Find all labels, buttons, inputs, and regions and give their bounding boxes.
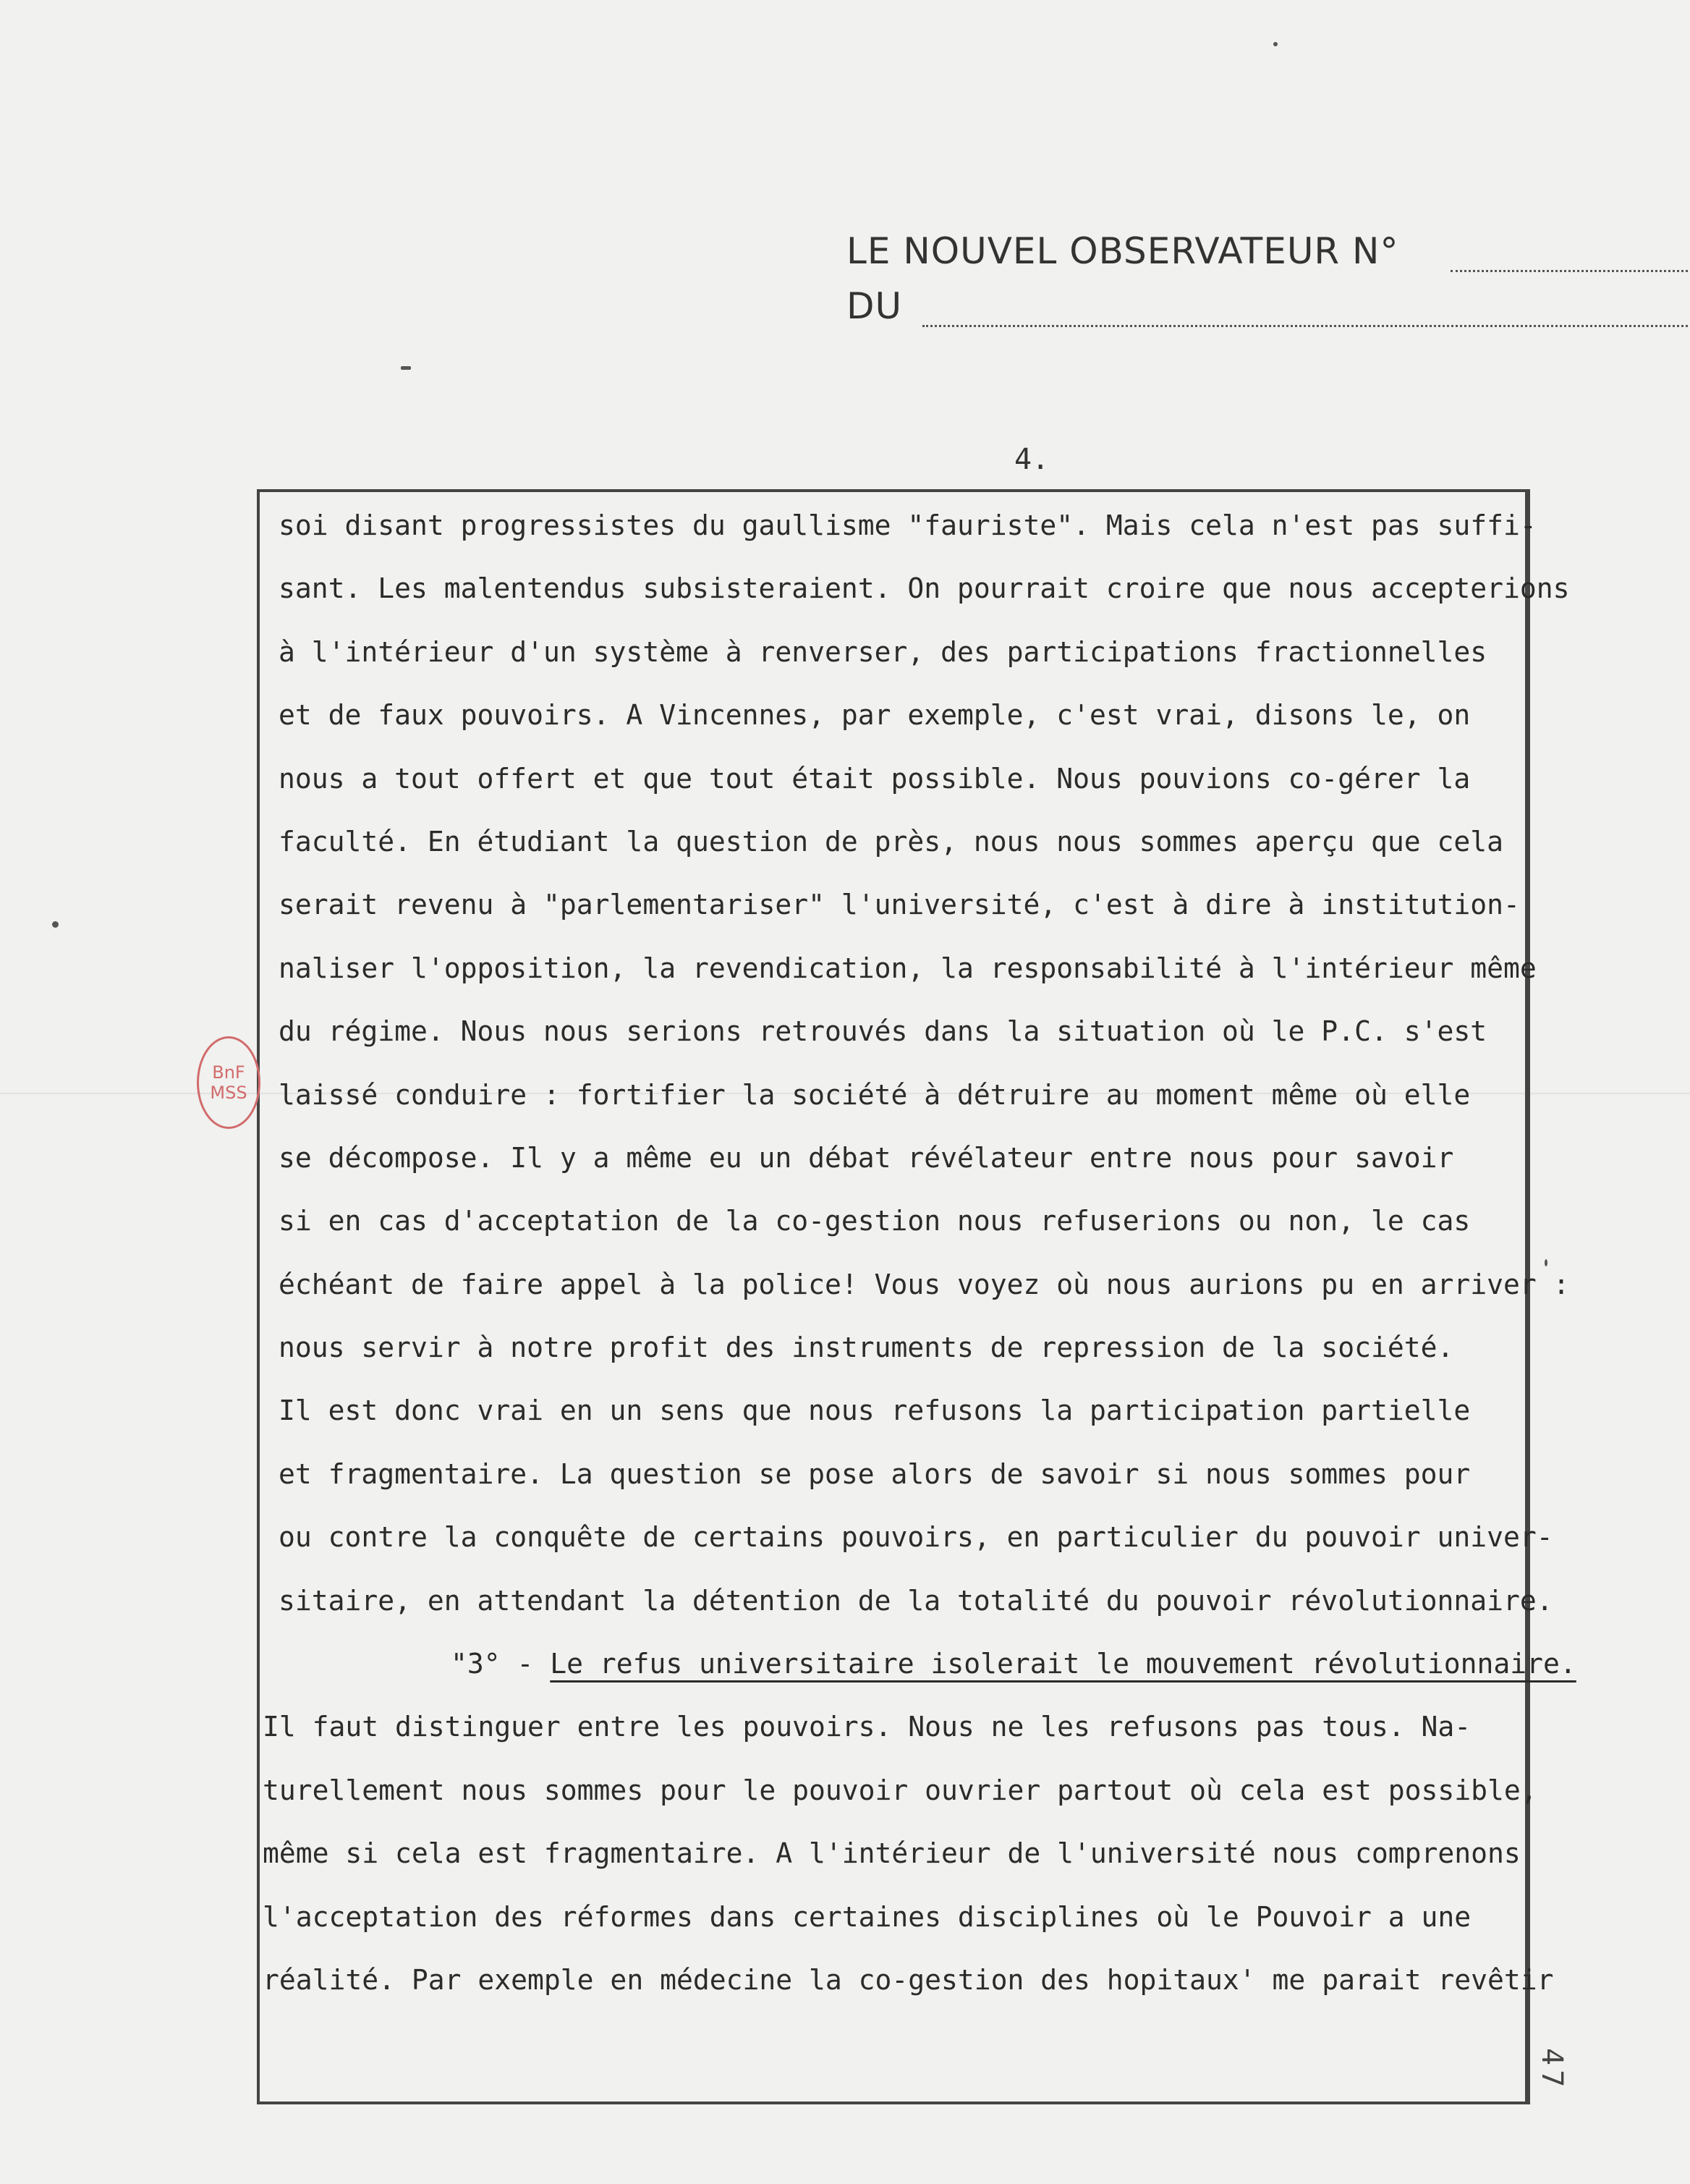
text-line: naliser l'opposition, la revendication, la responsabilité à l'intérieur même <box>279 952 1537 984</box>
issue-number-blank <box>1451 270 1690 272</box>
date-blank <box>922 325 1690 327</box>
text-line: laissé conduire : fortifier la société à détruire au moment même où elle <box>279 1078 1471 1111</box>
stamp-line: MSS <box>210 1083 247 1103</box>
text-line: nous servir à notre profit des instruments de repression de la société. <box>279 1332 1454 1364</box>
letterhead-title: LE NOUVEL OBSERVATEUR N° <box>846 230 1399 272</box>
text-line: du régime. Nous nous serions retrouvés dans la situation où le P.C. s'est <box>279 1015 1487 1048</box>
text-line: à l'intérieur d'un système à renverser, des participations fractionnelles <box>279 635 1487 668</box>
text-line: sant. Les malentendus subsisteraient. On pourrait croire que nous accepterions <box>279 572 1570 605</box>
text-line: réalité. Par exemple en médecine la co-gestion des hopitaux' me parait revêtir <box>263 1963 1554 1996</box>
paper-speck <box>401 366 411 370</box>
section-heading-number: "3° - <box>451 1648 551 1680</box>
text-line: Il est donc vrai en un sens que nous refusons la participation partielle <box>279 1394 1471 1427</box>
text-line: se décompose. Il y a même eu un débat révélateur entre nous pour savoir <box>279 1141 1454 1174</box>
text-line: ou contre la conquête de certains pouvoirs, en particulier du pouvoir univer- <box>279 1521 1553 1554</box>
folio-number: 47 <box>1535 2048 1568 2092</box>
text-line: si en cas d'acceptation de la co-gestion nous refuserions ou non, le cas <box>279 1205 1471 1237</box>
library-stamp <box>197 1036 260 1129</box>
text-line: Il faut distinguer entre les pouvoirs. Nous ne les refusons pas tous. Na- <box>263 1711 1472 1743</box>
text-line: nous a tout offert et que tout était possible. Nous pouvions co-gérer la <box>279 762 1471 795</box>
text-line: et de faux pouvoirs. A Vincennes, par exemple, c'est vrai, disons le, on <box>279 699 1471 732</box>
letterhead-date-label: DU <box>846 285 903 327</box>
text-line: et fragmentaire. La question se pose alors de savoir si nous sommes pour <box>279 1457 1471 1490</box>
typed-text <box>263 494 1595 2012</box>
letterhead-date-row <box>846 285 1398 340</box>
letterhead <box>846 230 1398 340</box>
text-line: soi disant progressistes du gaullisme "fauriste". Mais cela n'est pas suffi- <box>279 509 1537 541</box>
section-heading-title: Le refus universitaire isolerait le mouvement révolutionnaire. <box>550 1648 1576 1680</box>
section-heading <box>279 1633 1595 1696</box>
text-line: l'acceptation des réformes dans certaines disciplines où le Pouvoir a une <box>263 1900 1472 1933</box>
text-line: faculté. En étudiant la question de près, nous nous sommes aperçu que cela <box>279 825 1503 858</box>
text-line: sitaire, en attendant la détention de la totalité du pouvoir révolutionnaire. <box>279 1584 1553 1617</box>
text-line: échéant de faire appel à la police! Vous voyez où nous aurions pu en arriver : <box>279 1268 1570 1300</box>
paper-speck <box>52 921 59 928</box>
letterhead-title-row <box>846 230 1398 285</box>
stamp-line: BnF <box>212 1062 245 1083</box>
page-number: 4. <box>1014 443 1050 476</box>
paper-speck <box>1273 42 1278 46</box>
text-line: même si cela est fragmentaire. A l'intérieur de l'université nous comprenons <box>263 1837 1521 1870</box>
text-line: turellement nous sommes pour le pouvoir ouvrier partout où cela est possible, <box>263 1774 1537 1806</box>
text-line: serait revenu à "parlementariser" l'université, c'est à dire à institution- <box>279 889 1520 921</box>
